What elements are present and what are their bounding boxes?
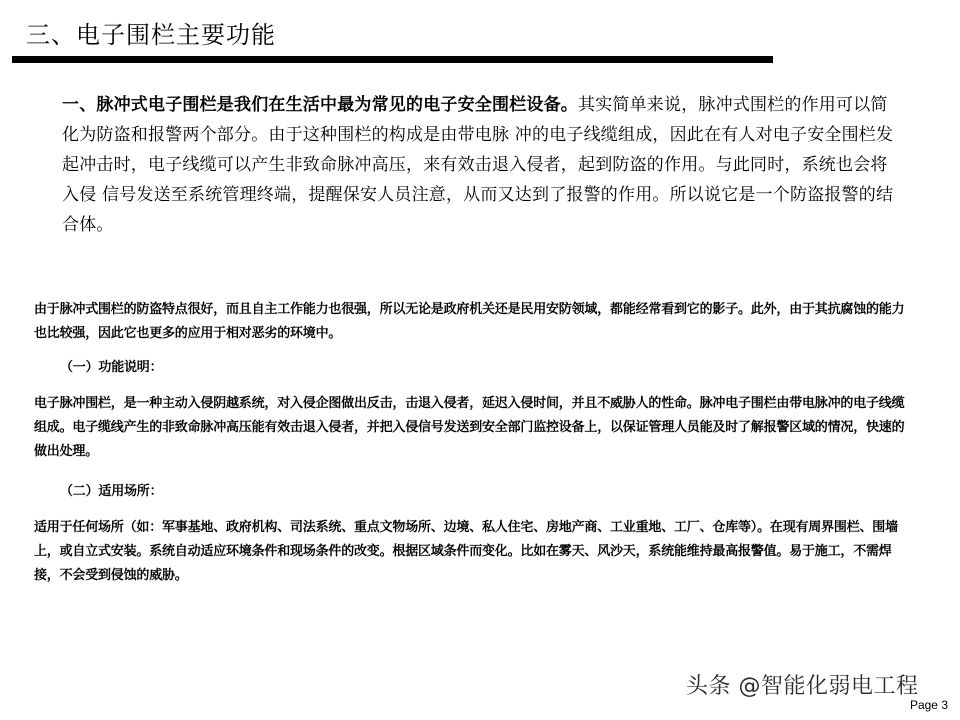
overview-paragraph: 由于脉冲式围栏的防盗特点很好，而且自主工作能力也很强，所以无论是政府机关还是民用安防领域，都能经常看到它的影子。此外，由于其抗腐蚀的能力也比较强，因此它也更多的应用于相对恶劣的环境中。	[34, 302, 905, 341]
title-underline	[12, 56, 773, 63]
source-watermark: 头条 @智能化弱电工程	[686, 674, 919, 699]
page-number: Page 3	[909, 698, 948, 712]
intro-paragraph	[62, 90, 896, 240]
slide-title: 三、电子围栏主要功能	[26, 21, 276, 49]
scenario-heading: （二）适用场所：	[60, 484, 163, 499]
detail-section	[34, 298, 906, 588]
scenario-paragraph: 适用于任何场所（如：军事基地、政府机构、司法系统、重点文物场所、边境、私人住宅、房地产商、工业重地、工厂、仓库等）。在现有周界围栏、围墙上，或自立式安装。系统自动适应环境条件和现场条件的改变。根据区域条件而变化。比如在雾天、风沙天，系统能维持最高报警值。易于施工，不需焊接，不会受到侵蚀的威胁。	[34, 520, 898, 583]
intro-body-text: 其实简单来说，脉冲式围栏的作用可以简化为防盗和报警两个部分。由于这种围栏的构成是由带电脉 冲的电子线缆组成，因此在有人对电子安全围栏发起冲击时，电子线缆可以产生非致命脉冲高压，来有效击退入侵者，起到防盗的作用。与此同时，系统也会将入侵 信号发送至系统管理终端，提醒保安人员注意，从而又达到了报警的作用。所以说它是一个防盗报警的结合体。	[62, 95, 894, 235]
intro-lead-sentence: 一、脉冲式电子围栏是我们在生活中最为常见的电子安全围栏设备。	[62, 95, 578, 115]
function-heading: （一）功能说明：	[60, 360, 163, 375]
function-paragraph: 电子脉冲围栏，是一种主动入侵阴越系统，对入侵企图做出反击，击退入侵者，延迟入侵时间，并且不威胁人的性命。脉冲电子围栏由带电脉冲的电子线缆组成。电子缆线产生的非致命脉冲高压能有效击退入侵者，并把入侵信号发送到安全部门监控设备上，以保证管理人员能及时了解报警区域的情况，快速的做出处理。	[34, 396, 905, 459]
